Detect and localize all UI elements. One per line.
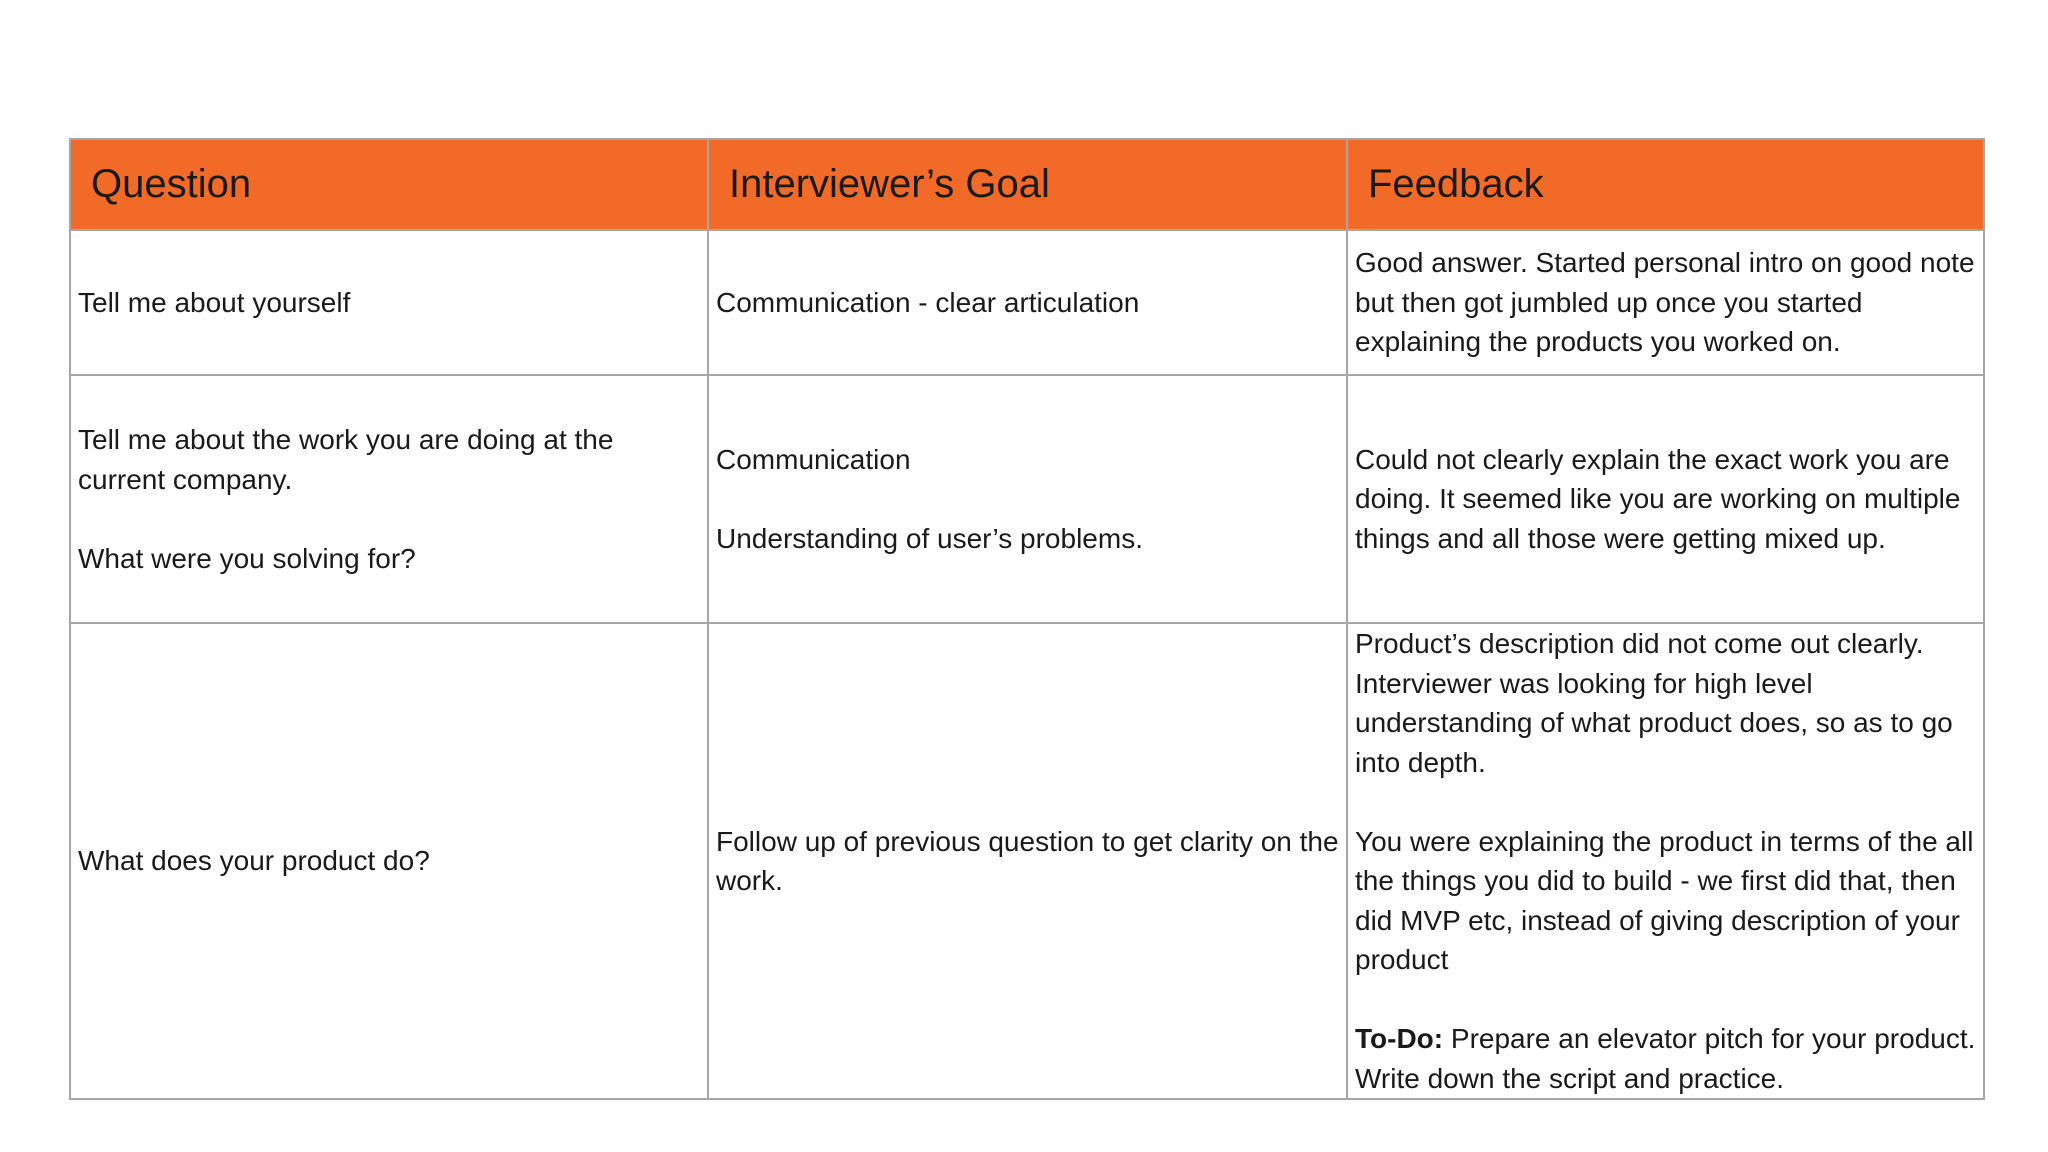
header-feedback: Feedback [1347,139,1984,230]
question-text: What does your product do? [78,845,430,877]
question-text: Tell me about the work you are doing at the current company. [78,424,614,495]
goal-cell [708,375,1347,623]
header-question: Question [70,139,708,230]
interview-feedback-table [69,138,1985,1100]
todo-note [1355,1019,1977,1098]
goal-cell [708,623,1347,1099]
goal-cell [708,230,1347,375]
table-row [70,623,1984,1099]
goal-text: Communication [716,443,911,475]
feedback-text: You were explaining the product in terms of the all the things you did to build - we first did that, then did MVP etc, instead of giving description of your product [1355,825,1974,975]
question-cell [70,230,708,375]
goal-text: Follow up of previous question to get clarity on the work. [716,825,1339,896]
feedback-cell [1347,623,1984,1099]
question-text: What were you solving for? [78,542,416,574]
feedback-cell [1347,375,1984,623]
question-cell [70,375,708,623]
table-row [70,375,1984,623]
feedback-cell [1347,230,1984,375]
todo-text: Prepare an elevator pitch for your product. Write down the script and practice. [1355,1023,1976,1094]
question-text: Tell me about yourself [78,286,351,318]
header-row [70,139,1984,230]
feedback-text: Product’s description did not come out clearly. Interviewer was looking for high level understanding of what product does, so as to go into depth. [1355,628,1953,778]
feedback-text: Good answer. Started personal intro on good note but then got jumbled up once you started explaining the products you worked on. [1355,247,1975,358]
table-row [70,230,1984,375]
todo-label: To-Do: [1355,1023,1444,1054]
question-cell [70,623,708,1099]
feedback-text: Could not clearly explain the exact work you are doing. It seemed like you are working on multiple things and all those were getting mixed up. [1355,443,1961,554]
goal-text: Understanding of user’s problems. [716,522,1143,554]
header-interviewer-goal: Interviewer’s Goal [708,139,1347,230]
goal-text: Communication - clear articulation [716,286,1140,318]
